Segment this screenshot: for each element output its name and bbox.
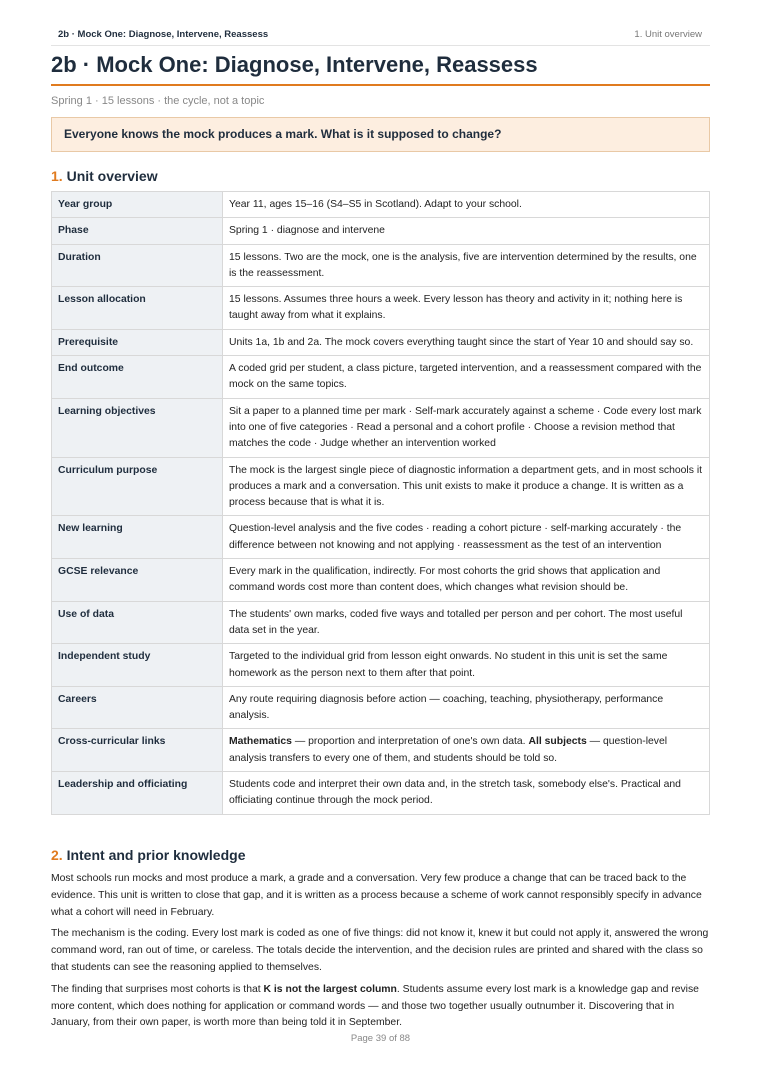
row-label: Cross-curricular links (52, 729, 223, 772)
row-label: Learning objectives (52, 398, 223, 457)
row-value: The mock is the largest single piece of diagnostic information a department gets, and in most schools it produces a mark and a conversation. This unit exists to make it produce a change. It is written as a process because that is what it is. (223, 457, 710, 516)
intent-body (51, 871, 710, 1037)
row-value: Units 1a, 1b and 2a. The mock covers everything taught since the start of Year 10 and should say so. (223, 329, 710, 355)
row-label: Lesson allocation (52, 287, 223, 330)
emphasis: K is not the largest column (263, 983, 397, 995)
subject-name: Mathematics (229, 736, 292, 748)
subject-name: All subjects (528, 736, 587, 748)
row-value: Sit a paper to a planned time per mark · Self-mark accurately against a scheme · Code every lost mark into one of five categories · Read a personal and a cohort profile · Choose a revision method that matches the code · Judge whether an intervention worked (223, 398, 710, 457)
table-row (52, 601, 710, 644)
link-description: — proportion and interpretation of one's own data. (291, 736, 529, 748)
row-value: Spring 1 · diagnose and intervene (223, 218, 710, 244)
unit-overview-table (51, 191, 710, 815)
row-label: New learning (52, 516, 223, 559)
section-heading-intent (51, 847, 245, 863)
paragraph: Most schools run mocks and most produce a mark, a grade and a conversation. Very few produce a change that can be traced back to the evidence. This unit is written to close that gap, and it is written as a process because a scheme of work cannot responsibly specify in advance what a cohort will need in February. (51, 873, 702, 918)
row-label: GCSE relevance (52, 559, 223, 602)
key-question-text: Everyone knows the mock produces a mark. What is it supposed to change? (64, 127, 502, 141)
row-value: Year 11, ages 15–16 (S4–S5 in Scotland). Adapt to your school. (223, 192, 710, 218)
section-heading-unit-overview (51, 168, 158, 184)
link-description: — question-level analysis transfers to every one of them, and students should be told so. (229, 736, 668, 764)
table-row (52, 218, 710, 244)
table-row (52, 686, 710, 729)
paragraph: The mechanism is the coding. Every lost mark is coded as one of five things: did not know it, knew it but could not apply it, answered the wrong command word, ran out of time, or careless. The totals decide the intervention, and the decision rules are printed and shared with the class so that students can see the reasoning applied to themselves. (51, 928, 709, 973)
table-row (52, 644, 710, 687)
row-value: 15 lessons. Assumes three hours a week. Every lesson has theory and activity in it; nothing here is taught away from what it explains. (223, 287, 710, 330)
section-title: Unit overview (66, 168, 158, 184)
row-value: Any route requiring diagnosis before action — coaching, teaching, physiotherapy, performance analysis. (223, 686, 710, 729)
row-label: Use of data (52, 601, 223, 644)
table-row (52, 457, 710, 516)
table-row (52, 356, 710, 399)
row-value: Every mark in the qualification, indirectly. For most cohorts the grid shows that application and command words cost more than content does, which changes what revision should be. (223, 559, 710, 602)
paragraph (51, 982, 710, 1032)
table-row (52, 772, 710, 815)
table-row (52, 559, 710, 602)
row-label: Phase (52, 218, 223, 244)
row-label: Prerequisite (52, 329, 223, 355)
table-row (52, 729, 710, 772)
page-title: 2b · Mock One: Diagnose, Intervene, Reassess (51, 52, 710, 86)
running-header-title: 2b · Mock One: Diagnose, Intervene, Reassess (58, 29, 269, 40)
row-value: Students code and interpret their own data and, in the stretch task, somebody else's. Practical and officiating continue through the mock period. (223, 772, 710, 815)
running-header-section: 1. Unit overview (634, 29, 702, 40)
row-label: Independent study (52, 644, 223, 687)
row-label: Curriculum purpose (52, 457, 223, 516)
row-value: The students' own marks, coded five ways and totalled per person and per cohort. The most useful data set in the year. (223, 601, 710, 644)
page-number: Page 39 of 88 (350, 1033, 411, 1044)
row-label: End outcome (52, 356, 223, 399)
section-number: 1. (51, 168, 63, 184)
paragraph-text: The finding that surprises most cohorts is that (51, 983, 264, 995)
table-row (52, 329, 710, 355)
row-value: A coded grid per student, a class picture, targeted intervention, and a reassessment compared with the mock on the same topics. (223, 356, 710, 399)
section-number: 2. (51, 847, 63, 863)
row-value: 15 lessons. Two are the mock, one is the analysis, five are intervention determined by the results, one is the reassessment. (223, 244, 710, 287)
table-row (52, 287, 710, 330)
paragraph-text: . Students assume every lost mark is a knowledge gap and revise more content, which does nothing for application or command words — and those two together usually outnumber it. Discovering that in January, from their own paper, is worth more than being told it in September. (51, 983, 699, 1029)
row-label: Duration (52, 244, 223, 287)
row-value: Targeted to the individual grid from lesson eight onwards. No student in this unit is set the same homework as the person next to them after that point. (223, 644, 710, 687)
table-row (52, 398, 710, 457)
row-label: Leadership and officiating (52, 772, 223, 815)
table-row (52, 516, 710, 559)
running-header (51, 29, 710, 46)
table-row (52, 192, 710, 218)
row-label: Careers (52, 686, 223, 729)
section-title: Intent and prior knowledge (66, 847, 246, 863)
table-row (52, 244, 710, 287)
row-label: Year group (52, 192, 223, 218)
row-value (223, 729, 710, 772)
key-question-callout (51, 117, 710, 152)
row-value: Question-level analysis and the five codes · reading a cohort picture · self-marking accurately · the difference between not knowing and not applying · reassessment as the test of an intervention (223, 516, 710, 559)
page-subtitle: Spring 1 · 15 lessons · the cycle, not a topic (51, 95, 265, 107)
